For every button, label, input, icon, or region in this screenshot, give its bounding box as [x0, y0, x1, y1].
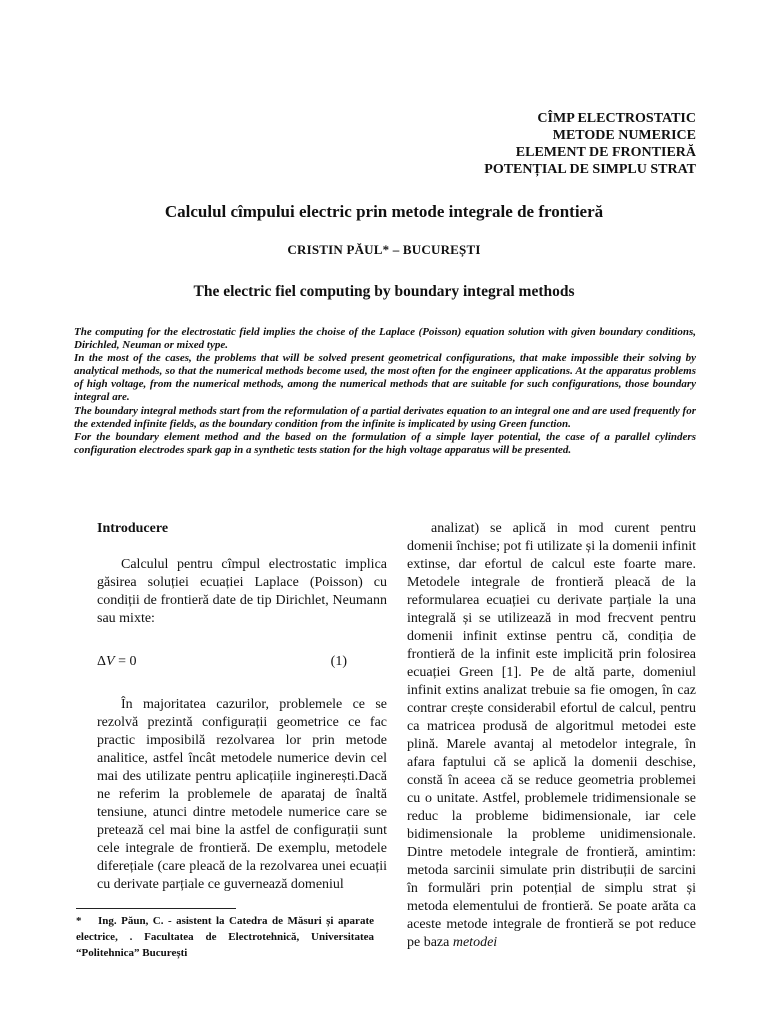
footnote-mark: *: [76, 915, 82, 927]
abstract-paragraph: For the boundary element method and the based on the formulation of a simple layer potential, the case of a parallel cylinders configuration electrodes spark gap in a synthetic tests station for the high voltage apparatus will be presented.: [74, 430, 696, 456]
abstract-paragraph: The boundary integral methods start from the reformulation of a partial derivates equation to an integral one and are used frequently for the extended infinite fields, as the boundary condition from the infinite is implicated by using Green function.: [74, 404, 696, 430]
paper-title: Calculul cîmpului electric prin metode integrale de frontieră: [164, 202, 604, 221]
body-paragraph: În majoritatea cazurilor, problemele ce se rezolvă prezintă configurații geometrice ce fac practic imposibilă rezolvarea lor prin metode analitice, astfel încât metodele numerice devin cel mai des utilizate pentru aplicațiile inginerești.Dacă ne referim la problemele de aparataj de înaltă tensiune, atunci dintre metodele numerice care se pretează cel mai bine la astfel de configurații sunt cele integrale de frontieră. De exemplu, metodele diferețiale (care pleacă de la rezolvarea unei ecuații cu derivate parțiale ce guvernează domeniul: [97, 697, 387, 892]
paper-authors: CRISTIN PĂUL* – BUCUREȘTI: [287, 242, 481, 257]
footnote: [76, 913, 374, 961]
body-text-italic: metodei: [452, 935, 498, 950]
body-text: analizat) se aplică in mod curent pentru domenii închise; pot fi utilizate și la domenii infinit extinse, dar efortul de calcul este foarte mare. Metodele integrale de frontieră pleacă de la reformularea ecuației cu derivate parțiale la una integrală și se utilizează in mod frecvent pentru domenii infinit extinse pentru că, condiția de frontieră de la infinit este implicită prin folosirea ecuației Green [1]. Pe de altă parte, domeniul infinit extins analizat trebuie sa fie omogen, în caz contrar crește considerabil efortul de calcul, pentru ca matricea produsă de algoritmul metodei este plină. Marele avantaj al metodelor integrale, în afara faptului că se aplică la domenii deschise, constă în aceea că se reduce geometria problemei cu o unitate. Astfel, problemele tridimensionale se reduc la probleme bidimensionale, iar cele bidimensionale la probleme unidimensionale. Dintre metodele integrale de frontieră, amintim: metoda sarcinii simulate prin distribuții de sarcini în formulări prin potențial de simplu strat și metoda elementului de frontieră. Se poate arăta ca aceste metode integrale de frontieră se pot reduce pe baza: [407, 521, 696, 950]
footnote-text: Ing. Păun, C. - asistent la Catedra de Măsuri și aparate electrice, . Facultatea de Electrotehnică, Universitatea “Politehnica” București: [76, 915, 374, 959]
footnote-divider: [76, 908, 236, 909]
equation-rhs: = 0: [114, 654, 137, 669]
keyword: ELEMENT DE FRONTIERĂ: [515, 145, 696, 160]
keyword: CÎMP ELECTROSTATIC: [537, 111, 696, 126]
equation-variable: V: [106, 654, 115, 669]
keywords-block: [484, 110, 696, 178]
section-heading: Introducere: [97, 521, 169, 536]
abstract-paragraph: The computing for the electrostatic field implies the choise of the Laplace (Poisson) equation solution with given boundary conditions, Dirichled, Neuman or mixed type.: [74, 326, 696, 352]
equation-delta: Δ: [97, 654, 107, 669]
equation-1: [97, 653, 387, 671]
equation-expression: [97, 653, 136, 671]
body-paragraph: Calculul pentru cîmpul electrostatic implica găsirea soluției ecuației Laplace (Poisson) cu condiții de frontieră date de tip Dirichlet, Neumann sau mixte:: [97, 557, 387, 626]
abstract-paragraph: In the most of the cases, the problems that will be solved present geometrical configurations, that make impossible their solving by analytical methods, so that the numerical methods become used, the most often for the engineer applications. At the apparatus problems of high voltage, from the numerical methods, among the numerical methods that are suitable for such configurations, those boundary integral are.: [74, 352, 696, 404]
keyword: METODE NUMERICE: [552, 128, 696, 143]
equation-number: (1): [330, 654, 347, 669]
body-paragraph: [407, 520, 696, 952]
english-title: The electric fiel computing by boundary integral methods: [193, 283, 575, 300]
left-column: [97, 520, 387, 894]
keyword: POTENȚIAL DE SIMPLU STRAT: [484, 162, 696, 177]
abstract: [74, 326, 696, 457]
right-column: [407, 520, 696, 952]
